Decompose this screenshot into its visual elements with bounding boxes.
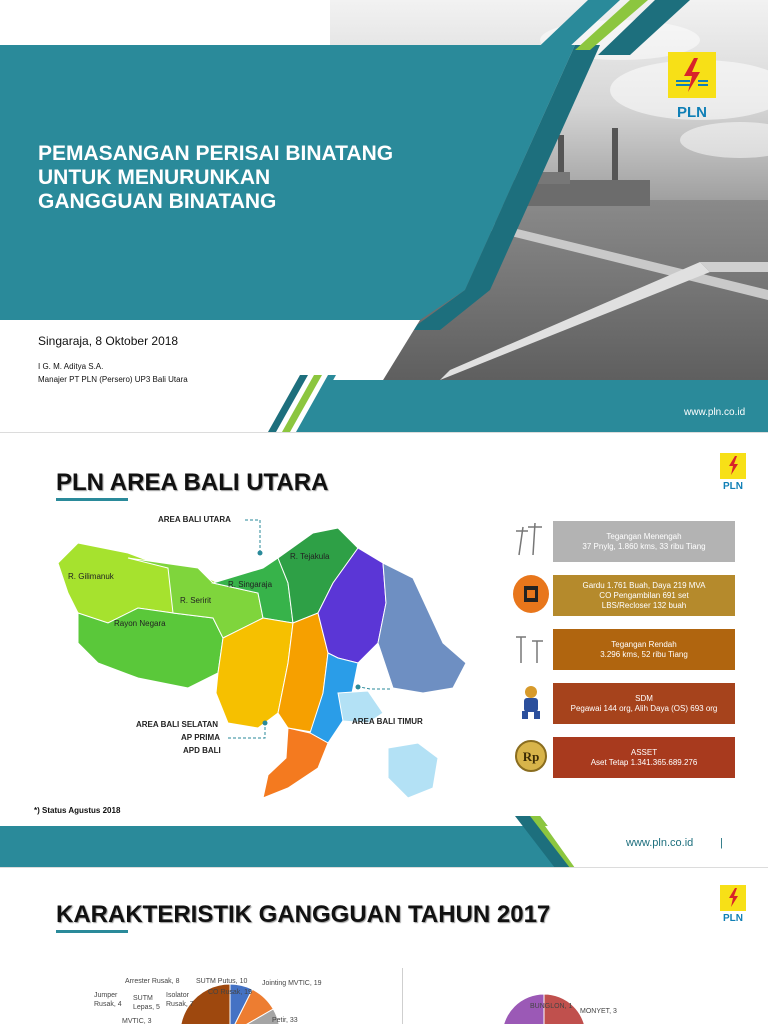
pln-logo-icon	[668, 52, 716, 98]
characteristics-slide	[0, 868, 768, 1024]
title-underline	[56, 930, 128, 933]
slide-title: KARAKTERISTIK GANGGUAN TAHUN 2017	[56, 901, 551, 928]
footer-separator: |	[720, 837, 723, 849]
transformer-icon	[513, 575, 549, 613]
worker-icon	[513, 683, 549, 721]
info-detail: 37 Pnylg, 1.860 kms, 33 ribu Tiang	[582, 541, 706, 551]
label-area-bali-timur: AREA BALI TIMUR	[352, 717, 423, 726]
info-detail: Pegawai 144 org, Alih Daya (OS) 693 org	[570, 703, 718, 713]
label-gilimanuk: R. Gilimanuk	[68, 572, 114, 581]
teal-banner	[0, 0, 768, 433]
website-url[interactable]: www.pln.co.id	[626, 837, 694, 849]
author-name: I G. M. Aditya S.A.	[38, 362, 104, 371]
label-seririt: R. Seririt	[180, 596, 212, 605]
pie-label: CO Rusak, 19	[208, 989, 252, 996]
label-area-bali-utara: AREA BALI UTARA	[158, 515, 231, 524]
info-title: ASSET	[630, 747, 658, 757]
pie-label: SUTM Putus, 10	[196, 978, 248, 985]
chart-divider	[402, 968, 403, 1024]
label-ap-prima: AP PRIMA	[181, 733, 220, 742]
low-voltage-pole-icon	[513, 629, 549, 667]
power-pole-icon	[513, 521, 549, 559]
pie-label: Isolator Rusak, 7	[166, 992, 194, 1008]
info-detail: 3.296 kms, 52 ribu Tiang	[600, 649, 688, 659]
pie-label: SUTM Lepas, 5	[133, 995, 160, 1011]
pie-label: Arrester Rusak, 8	[125, 978, 180, 985]
label-tejakula: R. Tejakula	[290, 552, 330, 561]
info-detail: Aset Tetap 1.341.365.689.276	[590, 757, 698, 767]
pln-logo-icon	[720, 885, 746, 911]
pie-label: BUNGLON, 1	[530, 1003, 573, 1010]
info-title: Tegangan Rendah	[611, 639, 677, 649]
animal-pie-chart	[404, 964, 768, 1024]
label-rayon-negara: Rayon Negara	[114, 619, 166, 628]
svg-text:Rp: Rp	[522, 749, 540, 764]
pie-label: Jointing MVTIC, 19	[262, 980, 322, 987]
info-detail: CO Pengambilan 691 set LBS/Recloser 132 buah	[599, 590, 689, 610]
info-title: Tegangan Menengah	[606, 531, 682, 541]
pie-label: MVTIC, 3	[122, 1018, 152, 1024]
title-slide	[0, 0, 768, 433]
rupiah-coin-icon	[513, 737, 549, 775]
info-box-sdm	[553, 683, 735, 724]
author-position: Manajer PT PLN (Persero) UP3 Bali Utara	[38, 375, 188, 384]
place-date: Singaraja, 8 Oktober 2018	[38, 334, 179, 348]
pie-label: Jumper Rusak, 4	[94, 992, 122, 1008]
slide-title: PLN AREA BALI UTARA	[56, 469, 329, 496]
label-singaraja: R. Singaraja	[228, 580, 273, 589]
pln-logo-text: PLN	[723, 913, 743, 924]
website-url[interactable]: www.pln.co.id	[684, 407, 746, 418]
status-footnote: *) Status Agustus 2018	[34, 806, 121, 815]
info-box-asset	[553, 737, 735, 778]
info-title: Gardu 1.761 Buah, Daya 219 MVA	[582, 580, 706, 590]
label-area-bali-selatan: AREA BALI SELATAN	[136, 720, 219, 729]
info-box-gardu	[553, 575, 735, 616]
info-box-tegangan-rendah	[553, 629, 735, 670]
label-apd-bali: APD BALI	[183, 746, 221, 755]
pln-logo-text: PLN	[677, 104, 707, 121]
pie-label: MONYET, 3	[580, 1008, 617, 1015]
pie-label: Petir, 33	[272, 1017, 298, 1024]
presentation-title: PEMASANGAN PERISAI BINATANG UNTUK MENURUNKAN GANGGUAN BINATANG	[38, 142, 394, 213]
cause-pie-chart	[0, 964, 400, 1024]
pln-logo-text: PLN	[723, 481, 743, 492]
info-box-tegangan-menengah	[553, 521, 735, 562]
info-title: SDM	[635, 693, 653, 703]
area-overview-slide	[0, 433, 768, 868]
